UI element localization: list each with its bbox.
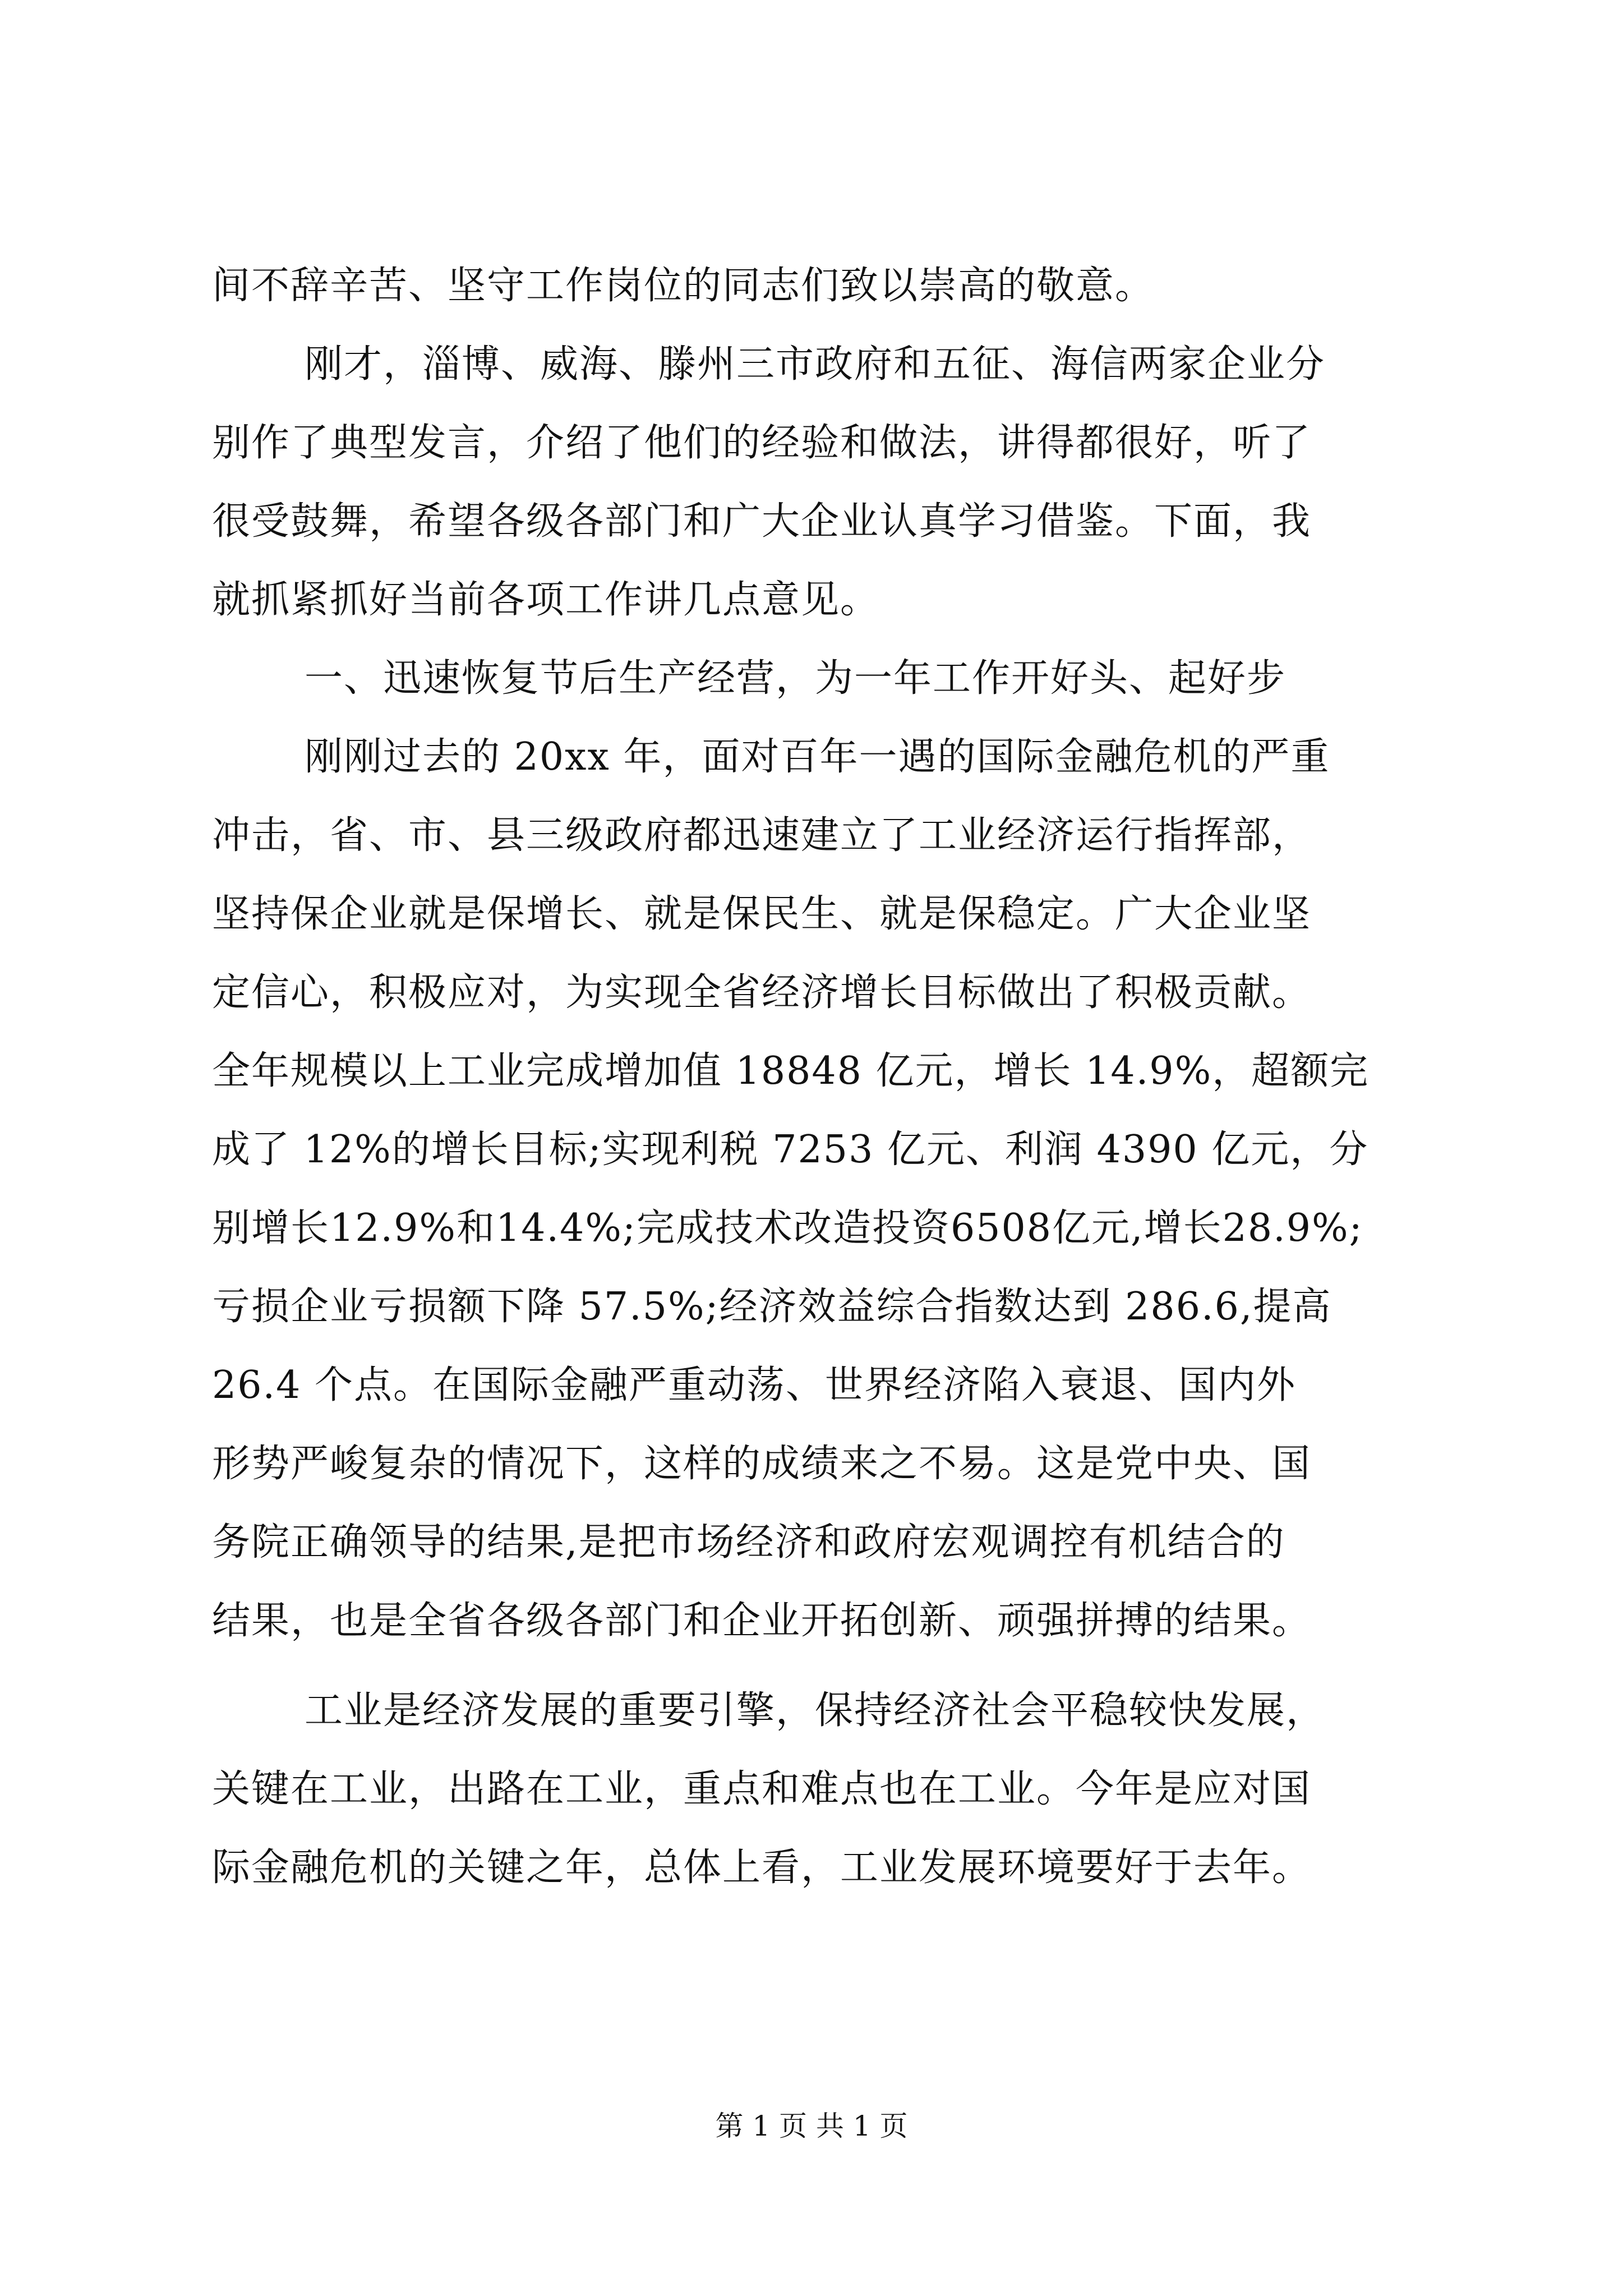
text-line: 间不辞辛苦、坚守工作岗位的同志们致以崇高的敬意。 xyxy=(212,264,1155,308)
text-line: 别增长12.9%和14.4%;完成技术改造投资6508亿元,增长28.9%; xyxy=(212,1206,1363,1250)
text-line: 坚持保企业就是保增长、就是保民生、就是保稳定。广大企业坚 xyxy=(212,892,1312,936)
text-line: 结果，也是全省各级各部门和企业开拓创新、顽强拼搏的结果。 xyxy=(212,1599,1312,1643)
text-line: 务院正确领导的结果,是把市场经济和政府宏观调控有机结合的 xyxy=(212,1520,1285,1565)
text-line: 关键在工业，出路在工业，重点和难点也在工业。今年是应对国 xyxy=(212,1767,1312,1811)
section-heading: 一、迅速恢复节后生产经营，为一年工作开好头、起好步 xyxy=(305,656,1287,701)
text-line: 刚刚过去的 20xx 年，面对百年一遇的国际金融危机的严重 xyxy=(305,735,1330,779)
text-line: 全年规模以上工业完成增加值 18848 亿元，增长 14.9%，超额完 xyxy=(212,1049,1370,1093)
text-line: 成了 12%的增长目标;实现利税 7253 亿元、利润 4390 亿元，分 xyxy=(212,1128,1369,1172)
text-line: 别作了典型发言，介绍了他们的经验和做法，讲得都很好，听了 xyxy=(212,421,1312,465)
text-line: 定信心，积极应对，为实现全省经济增长目标做出了积极贡献。 xyxy=(212,970,1312,1015)
text-line: 际金融危机的关键之年，总体上看，工业发展环境要好于去年。 xyxy=(212,1846,1312,1890)
text-line: 冲击，省、市、县三级政府都迅速建立了工业经济运行指挥部， xyxy=(212,813,1312,858)
text-line: 26.4 个点。在国际金融严重动荡、世界经济陷入衰退、国内外 xyxy=(212,1363,1297,1407)
text-line: 就抓紧抓好当前各项工作讲几点意见。 xyxy=(212,578,880,622)
text-line: 亏损企业亏损额下降 57.5%;经济效益综合指数达到 286.6,提高 xyxy=(212,1285,1332,1329)
text-line: 工业是经济发展的重要引擎，保持经济社会平稳较快发展， xyxy=(305,1688,1326,1733)
text-line: 很受鼓舞，希望各级各部门和广大企业认真学习借鉴。下面，我 xyxy=(212,499,1312,544)
page-number-footer: 第 1 页 共 1 页 xyxy=(715,2110,908,2142)
text-line: 形势严峻复杂的情况下，这样的成绩来之不易。这是党中央、国 xyxy=(212,1442,1312,1486)
text-line: 刚才，淄博、威海、滕州三市政府和五征、海信两家企业分 xyxy=(305,342,1326,386)
